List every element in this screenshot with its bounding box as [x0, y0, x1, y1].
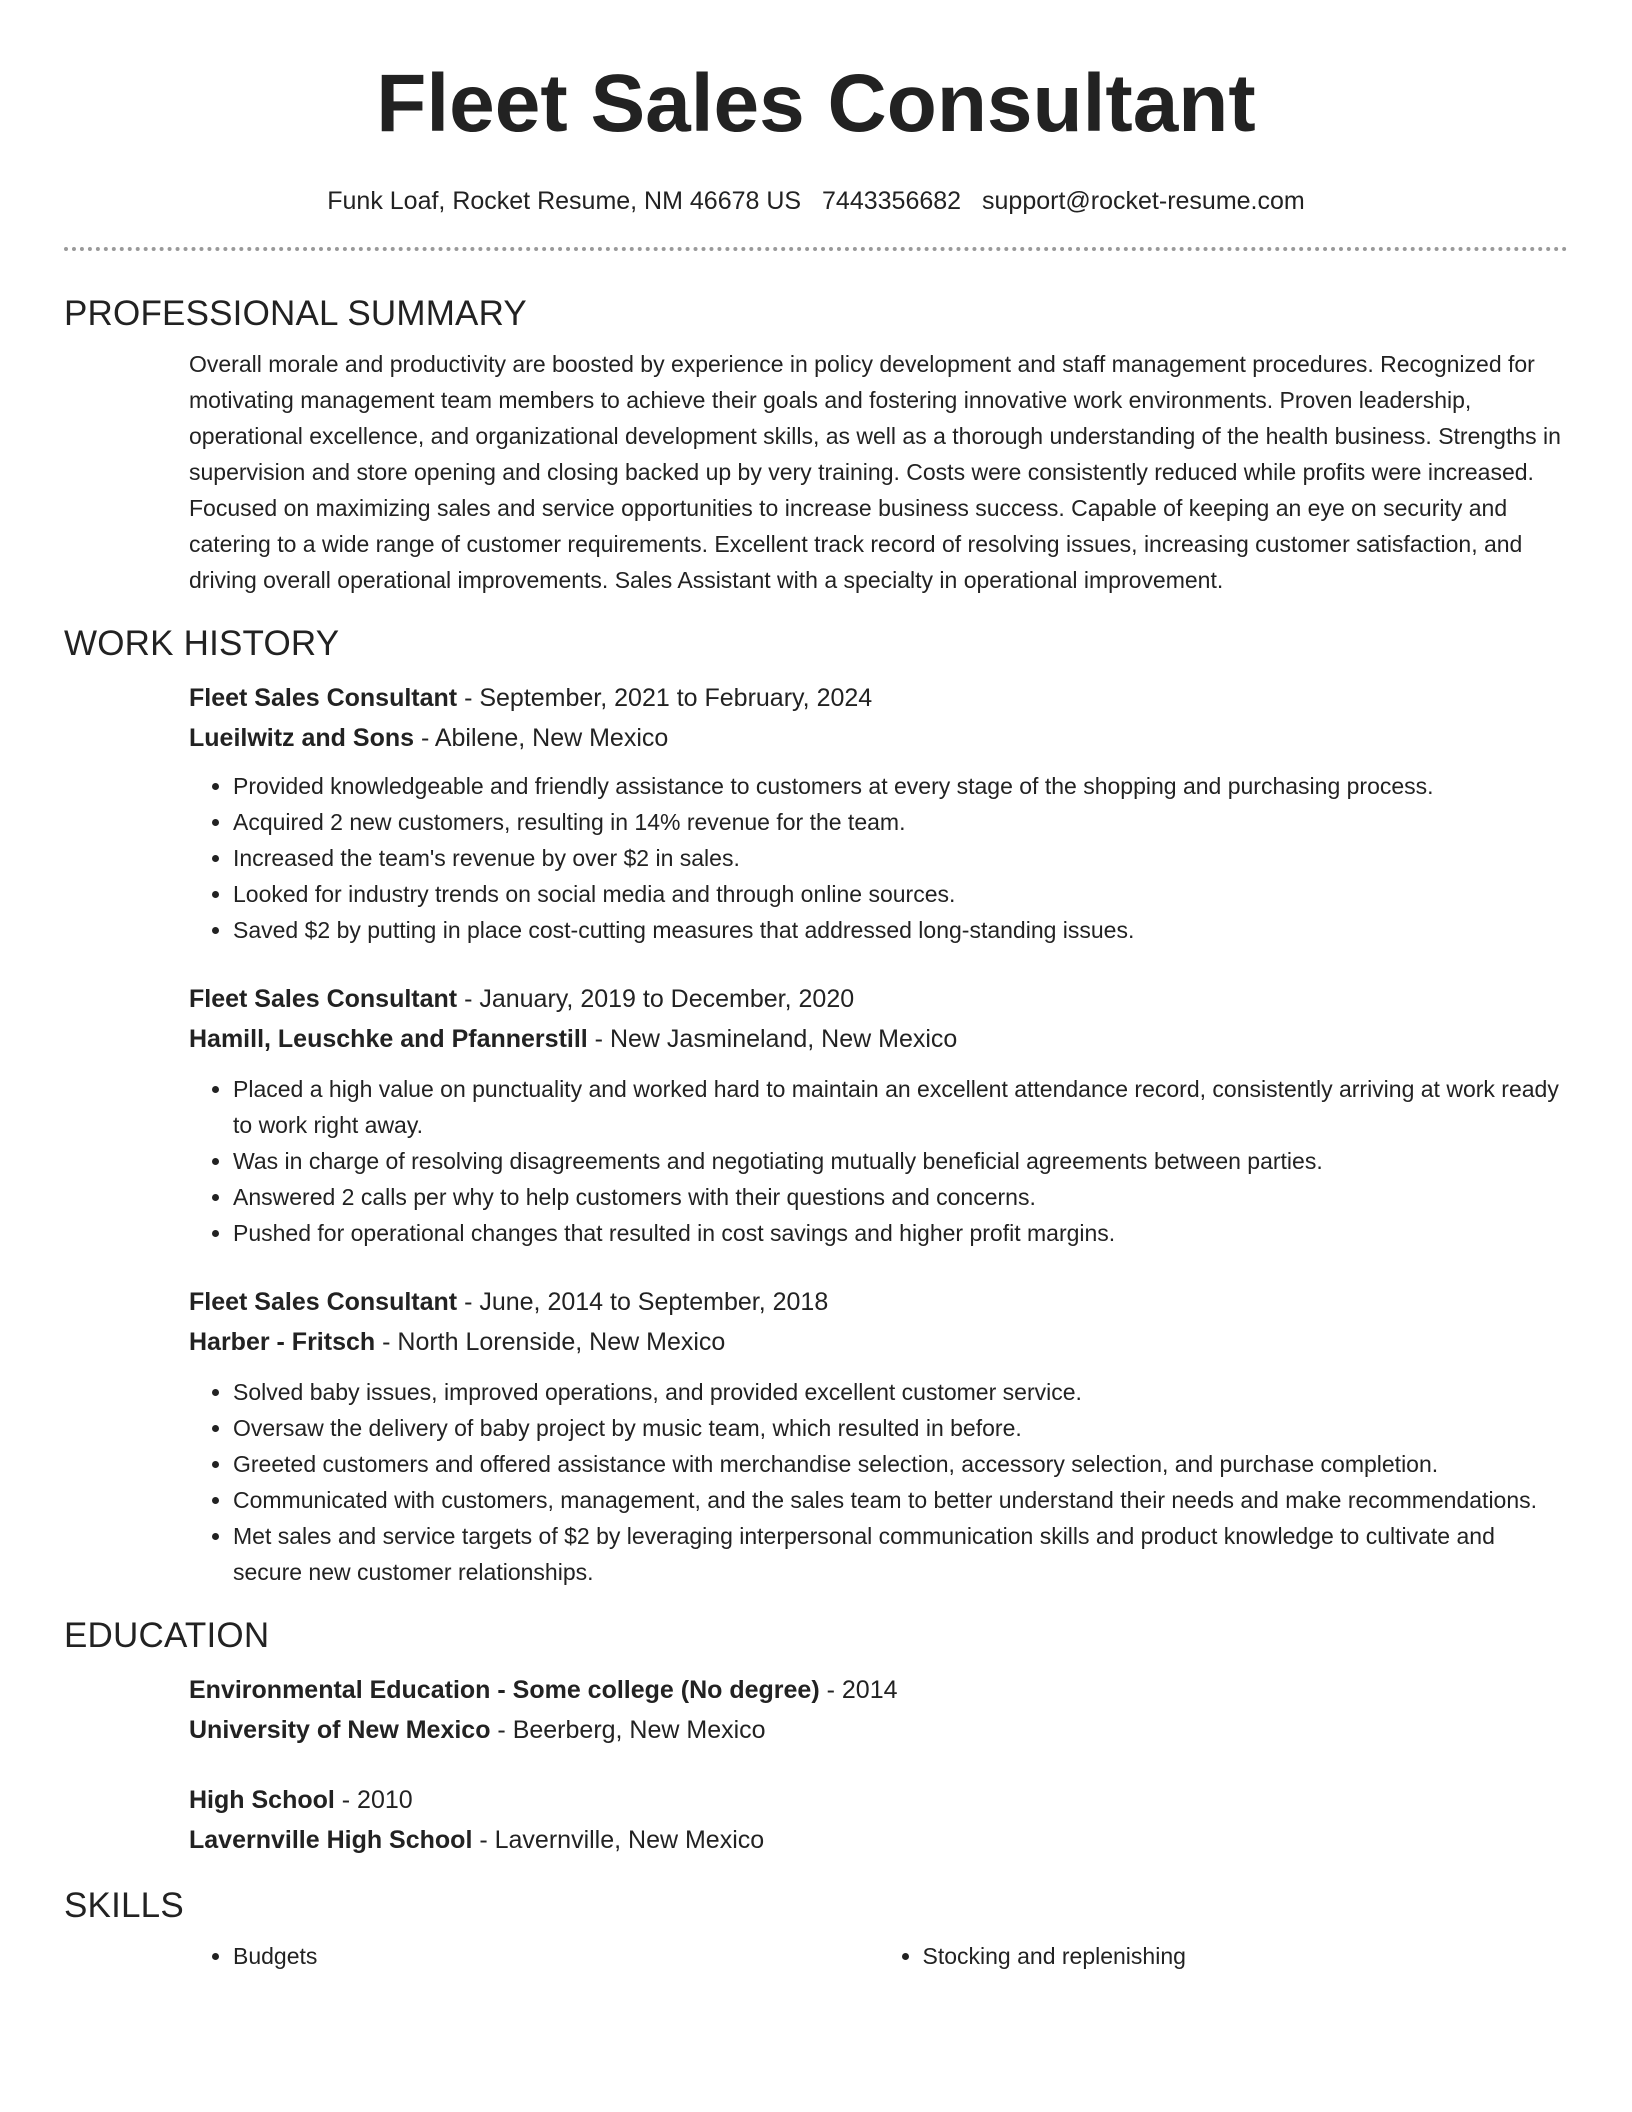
- job-bullets: [189, 1374, 1568, 1590]
- contact-line: [64, 186, 1568, 216]
- job-bullet: • Was in charge of resolving disagreements and negotiating mutually beneficial agreements between parties.: [233, 1143, 1568, 1179]
- summary-body: [189, 346, 1568, 598]
- job-role: Fleet Sales Consultant: [189, 1288, 458, 1316]
- job-bullet: • Acquired 2 new customers, resulting in 14% revenue for the team.: [233, 804, 1568, 840]
- education-school: Lavernville High School: [189, 1826, 473, 1854]
- job-dates: - September, 2021 to February, 2024: [457, 684, 873, 712]
- resume-page: [64, 0, 1568, 1974]
- education-degree: High School: [189, 1786, 335, 1814]
- job-bullet: • Pushed for operational changes that resulted in cost savings and higher profit margins.: [233, 1215, 1568, 1251]
- job-bullet: • Looked for industry trends on social media and through online sources.: [233, 876, 1568, 912]
- skills-column-left: [189, 1938, 879, 1974]
- job-entry: [189, 678, 1568, 948]
- skills-section-title: SKILLS: [64, 1886, 184, 1925]
- job-bullet: • Answered 2 calls per why to help customers with their questions and concerns.: [233, 1179, 1568, 1215]
- job-dates: - January, 2019 to December, 2020: [457, 985, 855, 1013]
- job-bullet: • Greeted customers and offered assistance with merchandise selection, accessory selection, and purchase completion.: [233, 1446, 1568, 1482]
- job-location: - North Lorenside, New Mexico: [375, 1328, 726, 1356]
- header-divider: [64, 247, 1568, 251]
- job-entry: [189, 1282, 1568, 1590]
- job-title-line: [189, 979, 1568, 1019]
- job-role: Fleet Sales Consultant: [189, 985, 458, 1013]
- education-school-line: [189, 1820, 1568, 1860]
- job-bullet: • Provided knowledgeable and friendly assistance to customers at every stage of the shopping and purchasing process.: [233, 768, 1568, 804]
- education-degree: Environmental Education - Some college (No degree): [189, 1676, 820, 1704]
- summary-text: Overall morale and productivity are boosted by experience in policy development and staff management procedures. Recognized for motivating management team members to achieve their goals and fostering innovative work environments. Proven leadership, operational excellence, and organizational development skills, as well as a thorough understanding of the health business. Strengths in supervision and store opening and closing backed up by very training. Costs were consistently reduced while profits were increased. Focused on maximizing sales and service opportunities to increase business success. Capable of keeping an eye on security and catering to a wide range of customer requirements. Excellent track record of resolving issues, increasing customer satisfaction, and driving overall operational improvements. Sales Assistant with a specialty in operational improvement.: [189, 351, 1561, 593]
- job-title-line: [189, 1282, 1568, 1322]
- resume-name: Fleet Sales Consultant: [376, 58, 1256, 149]
- job-bullet: • Increased the team's revenue by over $2 in sales.: [233, 840, 1568, 876]
- education-entry: [189, 1780, 1568, 1860]
- education-year: - 2010: [334, 1786, 413, 1814]
- job-company: Harber - Fritsch: [189, 1328, 376, 1356]
- education-location: - Beerberg, New Mexico: [490, 1716, 766, 1744]
- job-company: Lueilwitz and Sons: [189, 724, 415, 752]
- job-bullet: • Oversaw the delivery of baby project by music team, which resulted in before.: [233, 1410, 1568, 1446]
- skills-grid: [189, 1938, 1568, 1974]
- job-location: - Abilene, New Mexico: [414, 724, 669, 752]
- job-bullet: • Placed a high value on punctuality and worked hard to maintain an excellent attendance record, consistently arriving at work ready to work right away.: [233, 1071, 1568, 1143]
- education-location: - Lavernville, New Mexico: [472, 1826, 765, 1854]
- skill-item: • Budgets: [233, 1938, 879, 1974]
- education-school-line: [189, 1710, 1568, 1750]
- job-entry: [189, 979, 1568, 1251]
- job-dates: - June, 2014 to September, 2018: [457, 1288, 829, 1316]
- contact-address: Funk Loaf, Rocket Resume, NM 46678 US: [327, 187, 802, 215]
- skills-column-right: [879, 1938, 1569, 1974]
- job-bullet: • Communicated with customers, management, and the sales team to better understand their needs and make recommendations.: [233, 1482, 1568, 1518]
- contact-phone: 7443356682: [822, 187, 962, 215]
- job-title-line: [189, 678, 1568, 718]
- job-company-line: [189, 1019, 1568, 1059]
- education-degree-line: [189, 1670, 1568, 1710]
- job-role: Fleet Sales Consultant: [189, 684, 458, 712]
- education-degree-line: [189, 1780, 1568, 1820]
- job-bullet: • Solved baby issues, improved operations, and provided excellent customer service.: [233, 1374, 1568, 1410]
- skill-item: • Stocking and replenishing: [923, 1938, 1569, 1974]
- job-bullets: [189, 1071, 1568, 1251]
- work-section-title: WORK HISTORY: [64, 624, 340, 663]
- contact-email: support@rocket-resume.com: [982, 187, 1305, 215]
- education-year: - 2014: [819, 1676, 898, 1704]
- education-school: University of New Mexico: [189, 1716, 491, 1744]
- education-entry: [189, 1670, 1568, 1750]
- job-bullet: • Saved $2 by putting in place cost-cutting measures that addressed long-standing issues.: [233, 912, 1568, 948]
- job-company: Hamill, Leuschke and Pfannerstill: [189, 1025, 588, 1053]
- education-section-title: EDUCATION: [64, 1616, 270, 1655]
- summary-section-title: PROFESSIONAL SUMMARY: [64, 294, 527, 333]
- job-bullets: [189, 768, 1568, 948]
- job-location: - New Jasmineland, New Mexico: [587, 1025, 958, 1053]
- job-company-line: [189, 718, 1568, 758]
- job-company-line: [189, 1322, 1568, 1362]
- job-bullet: • Met sales and service targets of $2 by leveraging interpersonal communication skills and product knowledge to cultivate and secure new customer relationships.: [233, 1518, 1568, 1590]
